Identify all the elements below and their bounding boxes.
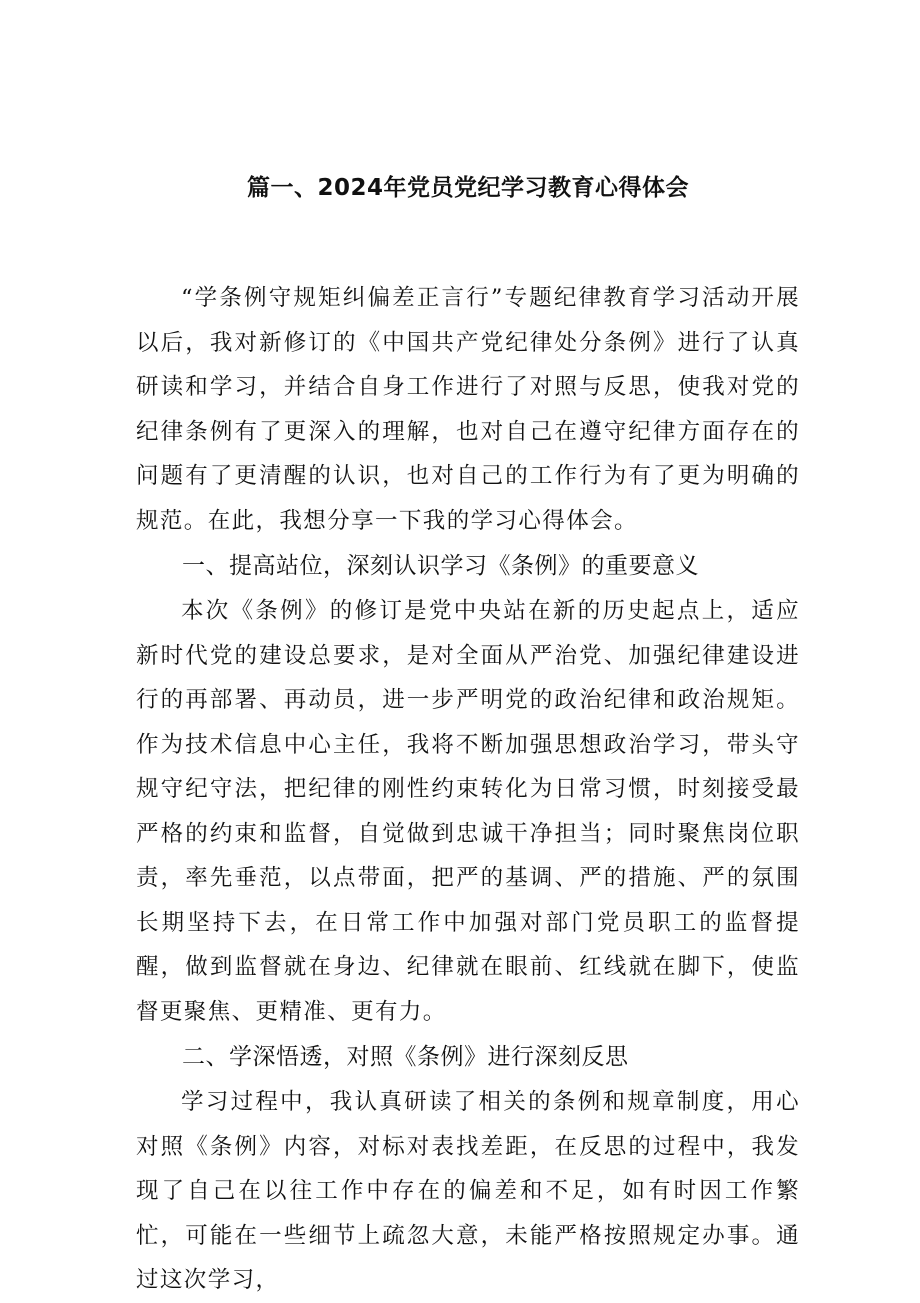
- section-2-heading: 二、学深悟透，对照《条例》进行深刻反思: [182, 1044, 629, 1070]
- section-1-heading: 一、提高站位，深刻认识学习《条例》的重要意义: [182, 553, 699, 579]
- document-body: [136, 276, 800, 1303]
- section-1-paragraph: 本次《条例》的修订是党中央站在新的历史起点上，适应新时代党的建设总要求，是对全面从严治党、加强纪律建设进行的再部署、再动员，进一步严明党的政治纪律和政治规矩。作为技术信息中心主任，我将不断加强思想政治学习，带头守规守纪守法，把纪律的刚性约束转化为日常习惯，时刻接受最严格的约束和监督，自觉做到忠诚干净担当；同时聚焦岗位职责，率先垂范，以点带面，把严的基调、严的措施、严的氛围长期坚持下去，在日常工作中加强对部门党员职工的监督提醒，做到监督就在身边、纪律就在眼前、红线就在脚下，使监督更聚焦、更精准、更有力。: [136, 598, 800, 1025]
- section-2-paragraph: 学习过程中，我认真研读了相关的条例和规章制度，用心对照《条例》内容，对标对表找差距，在反思的过程中，我发现了自己在以往工作中存在的偏差和不足，如有时因工作繁忙，可能在一些细节上疏忽大意，未能严格按照规定办事。通过这次学习，: [136, 1089, 800, 1293]
- document-title: 篇一、2024年党员党纪学习教育心得体会: [246, 175, 689, 201]
- intro-paragraph: “学条例守规矩纠偏差正言行”专题纪律教育学习活动开展以后，我对新修订的《中国共产党纪律处分条例》进行了认真研读和学习，并结合自身工作进行了对照与反思，使我对党的纪律条例有了更深入的理解，也对自己在遵守纪律方面存在的问题有了更清醒的认识，也对自己的工作行为有了更为明确的规范。在此，我想分享一下我的学习心得体会。: [136, 285, 800, 534]
